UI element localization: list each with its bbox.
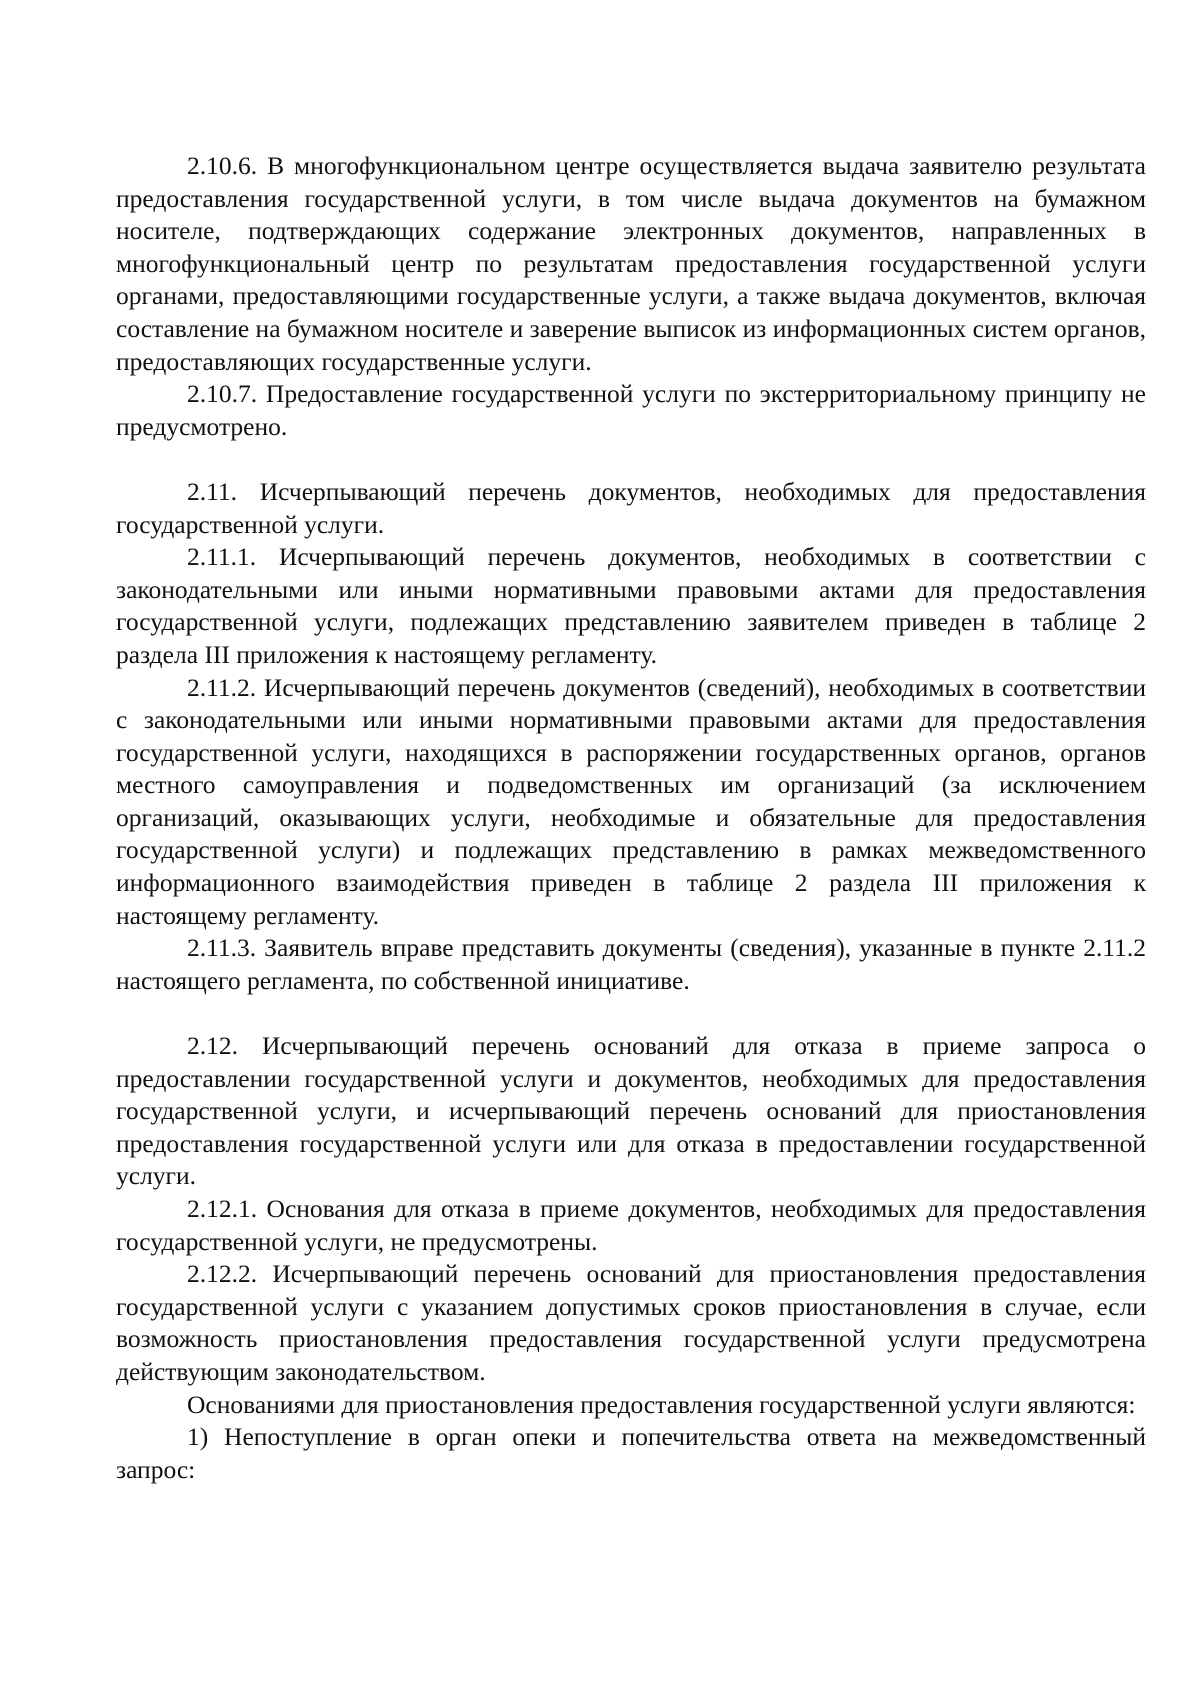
paragraph-2-11-1: 2.11.1. Исчерпывающий перечень документов, необходимых в соответствии с законодательными или иными нормативными правовыми актами для предоставления государственной услуги, подлежащих представлению заявителем приведен в таблице 2 раздела III приложения к настоящему регламенту.: [116, 542, 1146, 669]
section-heading-2-11: 2.11. Исчерпывающий перечень документов, необходимых для предоставления государственной услуги.: [116, 476, 1146, 539]
paragraph-2-10-6: 2.10.6. В многофункциональном центре осуществляется выдача заявителю результата предоставления государственной услуги, в том числе выдача документов на бумажном носителе, подтверждающих содержание электронных документов, направленных в многофункциональный центр по результатам предоставления государственной услуги органами, предоставляющими государственные услуги, а также выдача документов, включая составление на бумажном носителе и заверение выписок из информационных систем органов, предоставляющих государственные услуги.: [116, 151, 1146, 376]
document-page: [116, 150, 1146, 1486]
paragraph-2-11-2: 2.11.2. Исчерпывающий перечень документов (сведений), необходимых в соответствии с законодательными или иными нормативными правовыми актами для предоставления государственной услуги, находящихся в распоряжении государственных органов, органов местного самоуправления и подведомственных им организаций (за исключением организаций, оказывающих услуги, необходимые и обязательные для предоставления государственной услуги) и подлежащих представлению в рамках межведомственного информационного взаимодействия приведен в таблице 2 раздела III приложения к настоящему регламенту.: [116, 672, 1146, 930]
paragraph-2-12-2: 2.12.2. Исчерпывающий перечень оснований для приостановления предоставления государственной услуги с указанием допустимых сроков приостановления в случае, если возможность приостановления предоставления государственной услуги предусмотрена действующим законодательством.: [116, 1259, 1146, 1386]
section-heading-2-12: 2.12. Исчерпывающий перечень оснований для отказа в приеме запроса о предоставлении государственной услуги и документов, необходимых для предоставления государственной услуги, и исчерпывающий перечень оснований для приостановления предоставления государственной услуги или для отказа в предоставлении государственной услуги.: [116, 1031, 1146, 1191]
paragraph-gap: [116, 997, 1146, 1030]
paragraph-grounds-intro: Основаниями для приостановления предоставления государственной услуги являются:: [187, 1389, 1136, 1419]
paragraph-gap: [116, 443, 1146, 476]
paragraph-2-12-1: 2.12.1. Основания для отказа в приеме документов, необходимых для предоставления государственной услуги, не предусмотрены.: [116, 1194, 1146, 1256]
list-item-1: 1) Непоступление в орган опеки и попечительства ответа на межведомственный запрос:: [116, 1422, 1146, 1484]
paragraph-2-11-3: 2.11.3. Заявитель вправе представить документы (сведения), указанные в пункте 2.11.2 настоящего регламента, по собственной инициативе.: [116, 933, 1146, 995]
paragraph-2-10-7: 2.10.7. Предоставление государственной услуги по экстерриториальному принципу не предусмотрено.: [116, 379, 1146, 441]
